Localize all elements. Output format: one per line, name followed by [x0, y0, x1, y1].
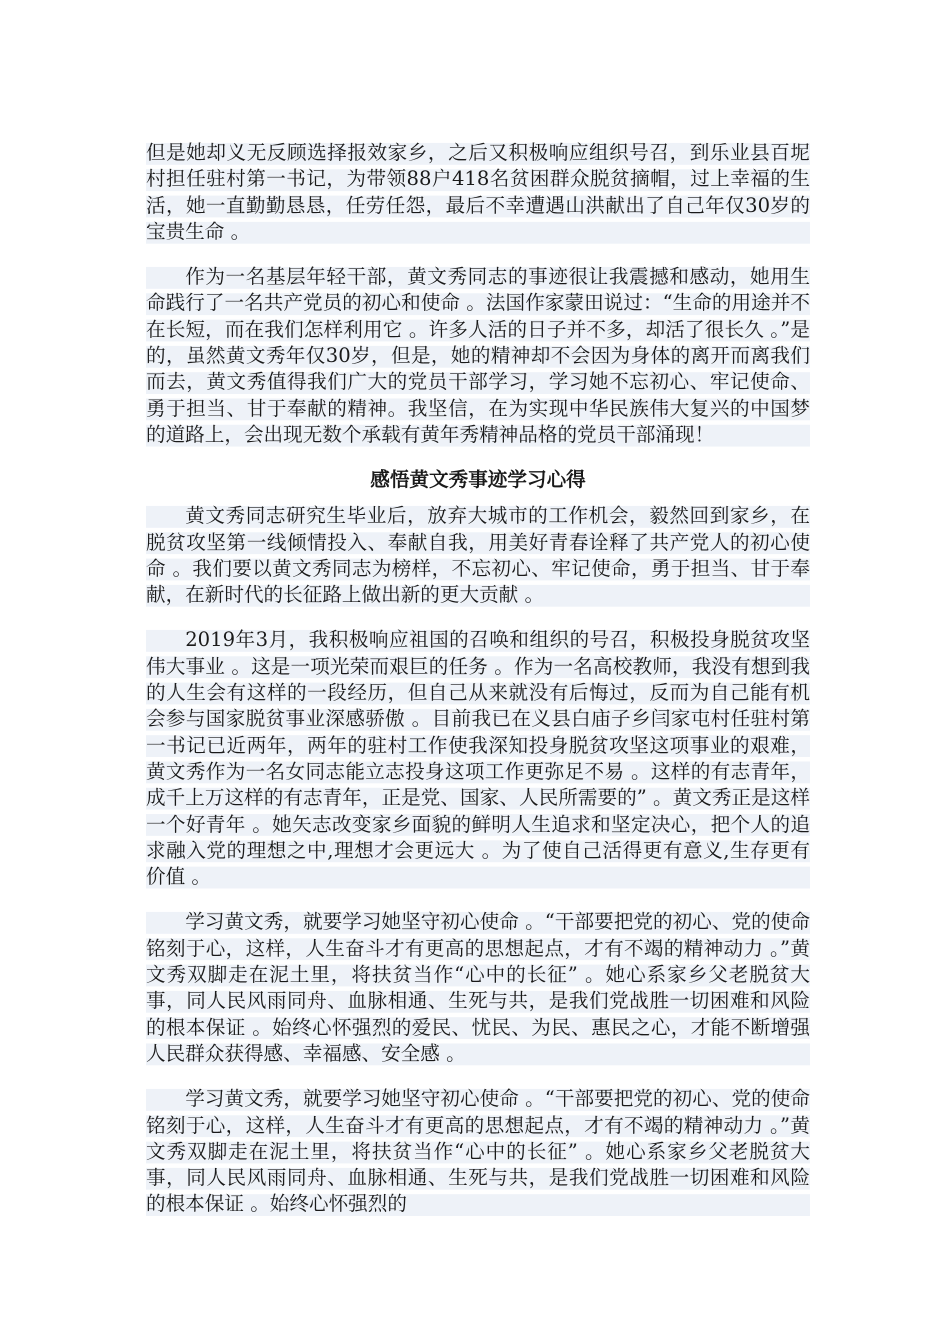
- section-heading: 感悟黄文秀事迹学习心得: [370, 468, 586, 492]
- paragraph-3: 学习黄文秀，就要学习她坚守初心使命 。“干部要把党的初心、党的使命铭刻于心，这样，人生奋斗才有更高的思想起点，才有不竭的精神动力 。”黄文秀双脚走在泥土里，将扶贫当作“心中的长征” 。她心系家乡父老脱贫大事，同人民风雨同舟、血脉相通、生死与共，是我们党战胜一切困难和风险的根本保证 。始终心怀强烈的爱民、忧民、为民、惠民之心，才能不断增强人民群众获得感、幸福感、安全感 。: [146, 909, 810, 1067]
- paragraph-1: 黄文秀同志研究生毕业后，放弃大城市的工作机会，毅然回到家乡，在脱贫攻坚第一线倾情投入、奉献自我，用美好青春诠释了共产党人的初心使命 。我们要以黄文秀同志为榜样，不忘初心、牢记使命，勇于担当、甘于奉献，在新时代的长征路上做出新的更大贡献 。: [146, 503, 810, 608]
- document-page: [146, 140, 810, 1237]
- paragraph-reflection: 作为一名基层年轻干部，黄文秀同志的事迹很让我震撼和感动，她用生命践行了一名共产党员的初心和使命 。法国作家蒙田说过：“生命的用途并不在长短，而在我们怎样利用它 。许多人活的日子并不多，却活了很长久 。”是的，虽然黄文秀年仅30岁，但是，她的精神却不会因为身体的离开而离我们而去，黄文秀值得我们广大的党员干部学习，学习她不忘初心、牢记使命、勇于担当、甘于奉献的精神。我坚信，在为实现中华民族伟大复兴的中国梦的道路上，会出现无数个承载有黄年秀精神品格的党员干部涌现！: [146, 264, 810, 448]
- paragraph-2: 2019年3月，我积极响应祖国的召唤和组织的号召，积极投身脱贫攻坚伟大事业 。这是一项光荣而艰巨的任务 。作为一名高校教师，我没有想到我的人生会有这样的一段经历，但自己从来就没有后悔过，反而为自己能有机会参与国家脱贫事业深感骄傲 。目前我已在义县白庙子乡闫家屯村任驻村第一书记已近两年，两年的驻村工作使我深知投身脱贫攻坚这项事业的艰难，黄文秀作为一名女同志能立志投身这项工作更弥足不易 。这样的有志青年，成千上万这样的有志青年，正是党、国家、人民所需要的” 。黄文秀正是这样一个好青年 。她矢志改变家乡面貌的鲜明人生追求和坚定决心，把个人的追求融入党的理想之中,理想才会更远大 。为了使自己活得更有意义,生存更有价值 。: [146, 627, 810, 890]
- paragraph-intro-continued: 但是她却义无反顾选择报效家乡，之后又积极响应组织号召，到乐业县百坭村担任驻村第一书记，为带领88户418名贫困群众脱贫摘帽，过上幸福的生活，她一直勤勤恳恳，任劳任怨，最后不幸遭遇山洪献出了自己年仅30岁的宝贵生命 。: [146, 140, 810, 245]
- paragraph-4: 学习黄文秀，就要学习她坚守初心使命 。“干部要把党的初心、党的使命铭刻于心，这样，人生奋斗才有更高的思想起点，才有不竭的精神动力 。”黄文秀双脚走在泥土里，将扶贫当作“心中的长征” 。她心系家乡父老脱贫大事，同人民风雨同舟、血脉相通、生死与共，是我们党战胜一切困难和风险的根本保证 。始终心怀强烈的: [146, 1086, 810, 1217]
